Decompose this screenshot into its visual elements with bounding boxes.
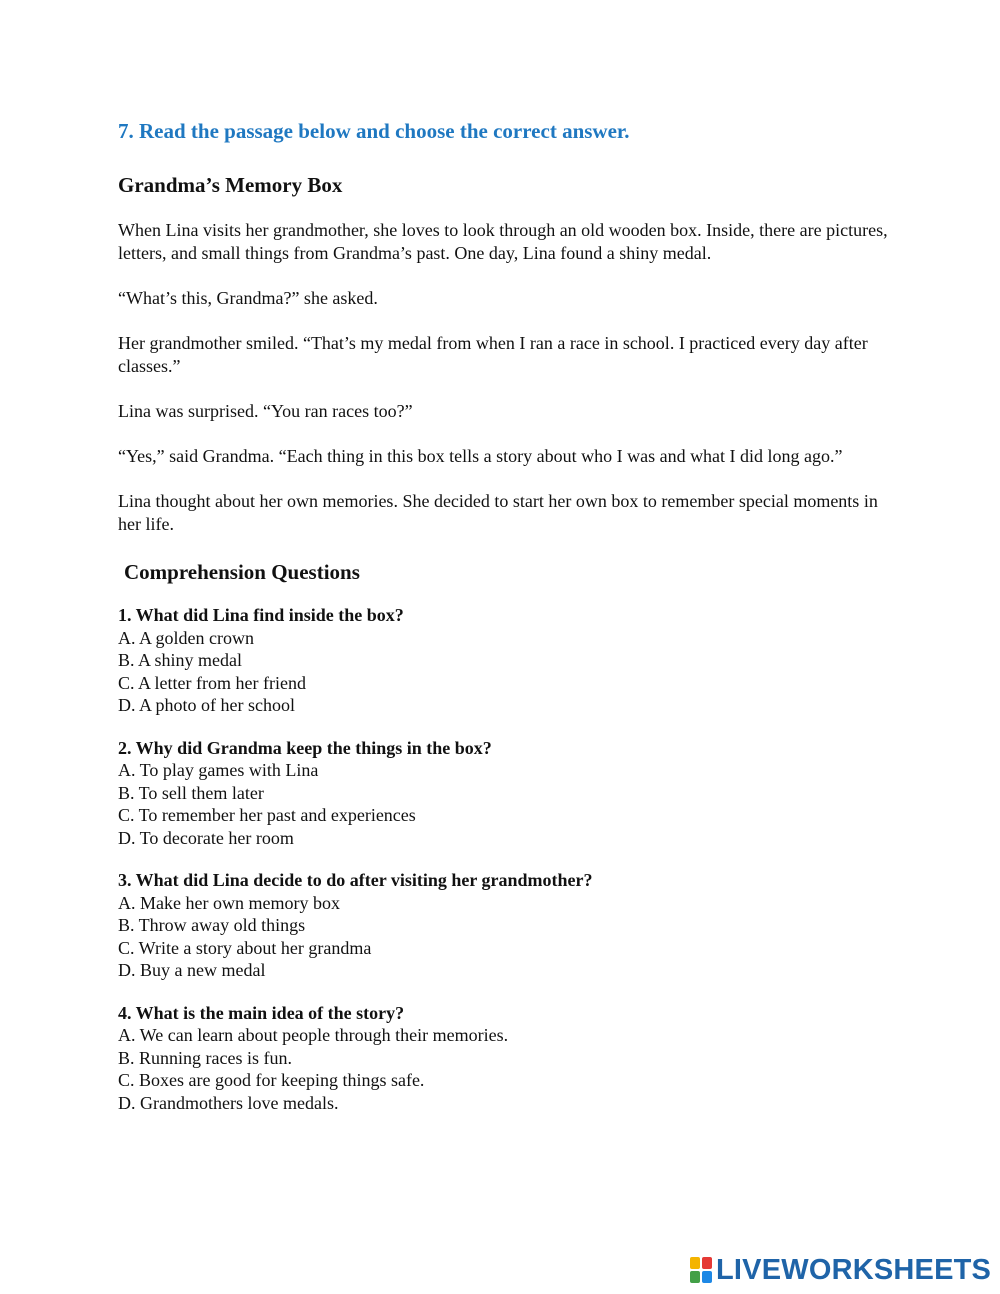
logo-block — [690, 1271, 700, 1283]
question-text: 4. What is the main idea of the story? — [118, 1002, 405, 1023]
logo-block — [690, 1257, 700, 1269]
story-paragraph: “What’s this, Grandma?” she asked. — [118, 288, 378, 308]
story-paragraph: When Lina visits her grandmother, she loves to look through an old wooden box. Inside, there are pictures, letters, and small things from Grandma’s past. One day, Lina found a shiny medal. — [118, 220, 888, 263]
comprehension-title: Comprehension Questions — [124, 560, 360, 584]
answer-option[interactable]: A. Make her own memory box — [118, 892, 340, 913]
answer-option[interactable]: A. We can learn about people through their memories. — [118, 1025, 509, 1045]
answer-option[interactable]: A. A golden crown — [118, 627, 254, 648]
question-block — [118, 604, 888, 717]
answer-option[interactable]: D. To decorate her room — [118, 827, 294, 848]
answer-option[interactable]: B. A shiny medal — [118, 650, 243, 670]
logo-block — [702, 1271, 712, 1283]
question-block — [118, 737, 888, 850]
instruction-heading: 7. Read the passage below and choose the correct answer. — [118, 119, 630, 143]
liveworksheets-logo — [690, 1255, 991, 1285]
question-block — [118, 869, 888, 982]
answer-option[interactable]: C. Boxes are good for keeping things safe. — [118, 1070, 425, 1090]
answer-option[interactable]: D. Grandmothers love medals. — [118, 1092, 339, 1113]
answer-option[interactable]: B. To sell them later — [118, 782, 264, 803]
answer-option[interactable]: A. To play games with Lina — [118, 760, 319, 780]
question-text: 3. What did Lina decide to do after visiting her grandmother? — [118, 870, 593, 890]
answer-option[interactable]: D. Buy a new medal — [118, 960, 266, 980]
liveworksheets-blocks-icon — [690, 1257, 712, 1283]
story-paragraph: Lina thought about her own memories. She decided to start her own box to remember special moments in her life. — [118, 491, 878, 534]
logo-block — [702, 1257, 712, 1269]
answer-option[interactable]: C. A letter from her friend — [118, 672, 306, 693]
worksheet-page — [118, 116, 888, 1114]
answer-option[interactable]: C. To remember her past and experiences — [118, 805, 416, 825]
question-block — [118, 1002, 888, 1115]
story-title: Grandma’s Memory Box — [118, 173, 343, 197]
answer-option[interactable]: B. Throw away old things — [118, 915, 306, 935]
liveworksheets-wordmark: LIVEWORKSHEETS — [716, 1254, 992, 1286]
story-paragraph: Lina was surprised. “You ran races too?” — [118, 401, 413, 421]
answer-option[interactable]: D. A photo of her school — [118, 695, 295, 715]
question-text: 1. What did Lina find inside the box? — [118, 605, 404, 625]
story-paragraph: “Yes,” said Grandma. “Each thing in this box tells a story about who I was and what I did long ago.” — [118, 446, 843, 466]
story-paragraph: Her grandmother smiled. “That’s my medal from when I ran a race in school. I practiced every day after classes.” — [118, 333, 868, 376]
answer-option[interactable]: C. Write a story about her grandma — [118, 937, 372, 958]
question-text: 2. Why did Grandma keep the things in the box? — [118, 737, 492, 758]
answer-option[interactable]: B. Running races is fun. — [118, 1047, 292, 1068]
